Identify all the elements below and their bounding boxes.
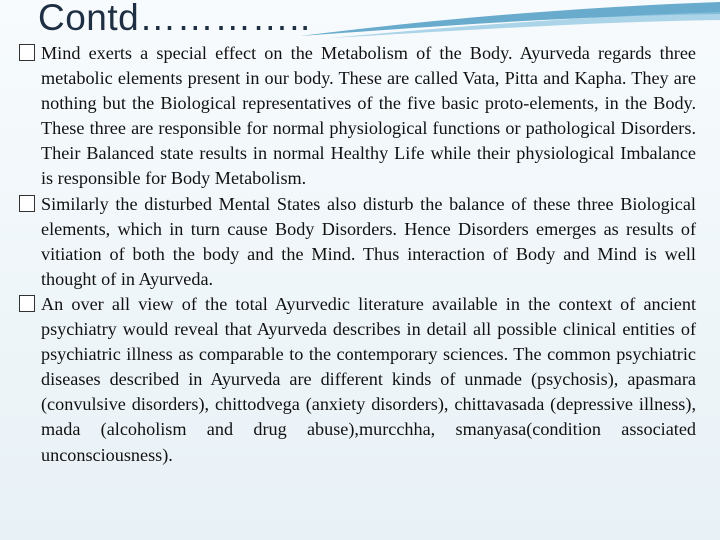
slide-body <box>19 41 696 468</box>
paragraph-text: Mind exerts a special effect on the Metabolism of the Body. Ayurveda regards three metabolic elements present in our body. These are called Vata, Pitta and Kapha. They are nothing but the Biological representatives of the five basic proto-elements, in the Body. These three are responsible for normal physiological functions or pathological Disorders. Their Balanced state results in normal Healthy Life while their physiological Imbalance is responsible for Body Metabolism. <box>41 43 696 189</box>
bullet-paragraph-2 <box>19 192 696 292</box>
paragraph-text: An over all view of the total Ayurvedic literature available in the context of ancient psychiatry would reveal that Ayurveda describes in detail all possible clinical entities of psychiatric illness as comparable to the contemporary sciences. The common psychiatric diseases described in Ayurveda are different kinds of unmade (psychosis), apasmara (convulsive disorders), chittodvega (anxiety disorders), chittavasada (depressive illness), mada (alcoholism and drug abuse),murcchha, smanyasa(condition associated unconsciousness). <box>41 293 696 465</box>
missing-glyph-box-icon <box>19 195 35 212</box>
bullet-paragraph-3 <box>19 292 696 468</box>
slide-title: Contd………….. <box>38 0 311 38</box>
bullet-paragraph-1 <box>19 41 696 192</box>
paragraph-text: Similarly the disturbed Mental States also disturb the balance of these three Biological elements, which in turn cause Body Disorders. Hence Disorders emerges as results of vitiation of both the body and the Mind. Thus interaction of Body and Mind is well thought of in Ayurveda. <box>41 193 696 289</box>
missing-glyph-box-icon <box>19 44 35 61</box>
missing-glyph-box-icon <box>19 295 35 312</box>
